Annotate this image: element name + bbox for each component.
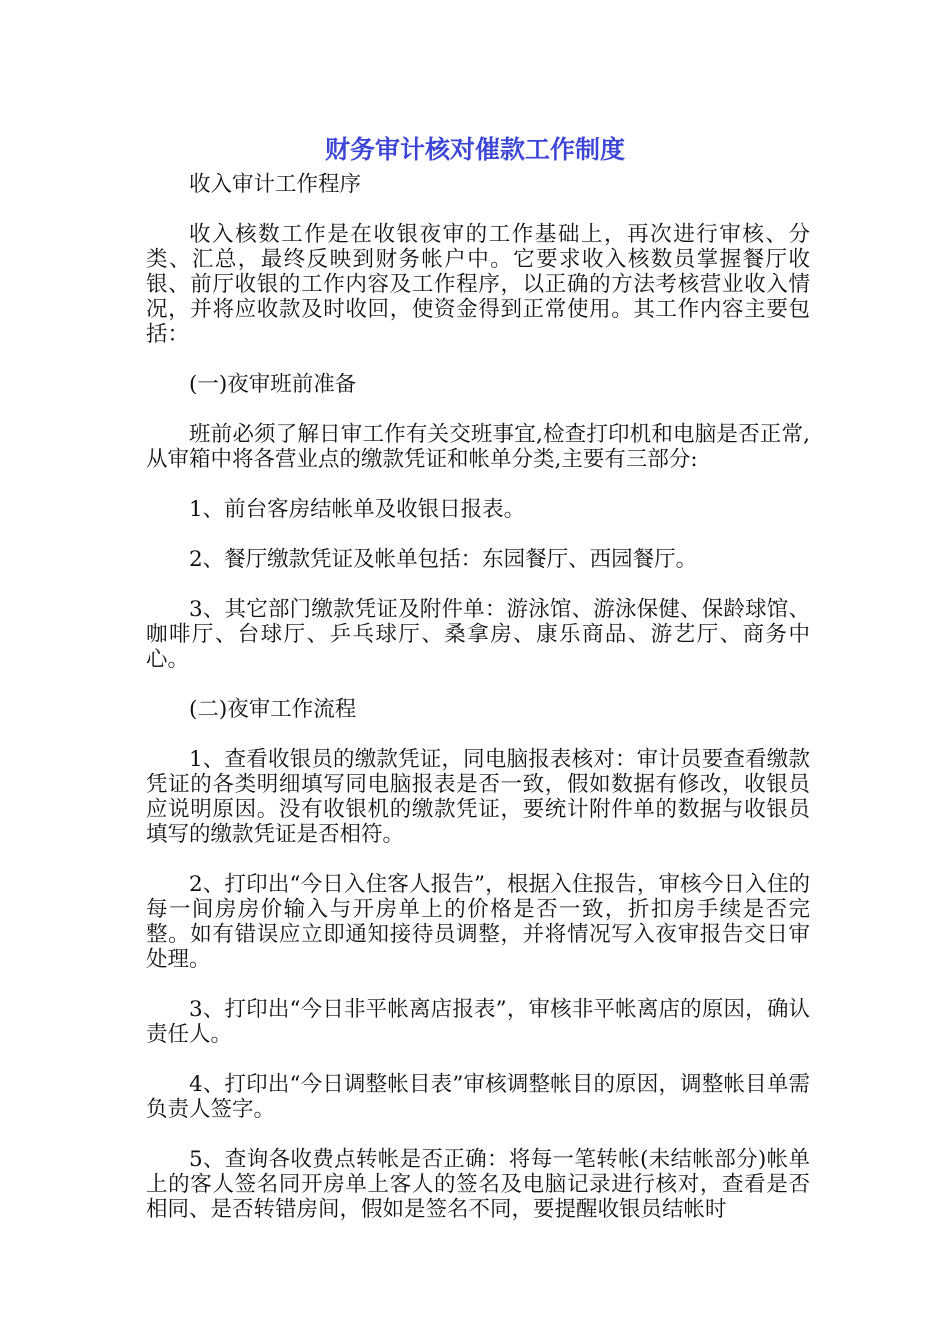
body-paragraph: 收入核数工作是在收银夜审的工作基础上，再次进行审核、分类、汇总，最终反映到财务帐户中。它要求收入核数员掌握餐厅收银、前厅收银的工作内容及工作程序，以正确的方法考核营业收入情况，并将应收款及时收回，使资金得到正常使用。其工作内容主要包括：	[146, 222, 810, 347]
list-item: 4、打印出“今日调整帐目表”审核调整帐目的原因，调整帐目单需负责人签字。	[146, 1072, 810, 1122]
list-item: 2、打印出“今日入住客人报告”，根据入住报告，审核今日入住的每一间房房价输入与开房单上的价格是否一致，折扣房手续是否完整。如有错误应立即通知接待员调整，并将情况写入夜审报告交日审处理。	[146, 872, 810, 972]
body-paragraph: 班前必须了解日审工作有关交班事宜,检查打印机和电脑是否正常,从审箱中将各营业点的缴款凭证和帐单分类,主要有三部分:	[146, 422, 810, 472]
document-body	[146, 172, 810, 1247]
list-item: 2、餐厅缴款凭证及帐单包括：东园餐厅、西园餐厅。	[189, 547, 698, 572]
list-item: 1、前台客房结帐单及收银日报表。	[189, 497, 526, 522]
document-title: 财务审计核对催款工作制度	[324, 135, 625, 164]
section-heading: 收入审计工作程序	[189, 172, 362, 197]
section-heading: (一)夜审班前准备	[189, 372, 357, 397]
list-item: 5、查询各收费点转帐是否正确：将每一笔转帐(未结帐部分)帐单上的客人签名同开房单上客人的签名及电脑记录进行核对，查看是否相同、是否转错房间，假如是签名不同，要提醒收银员结帐时	[146, 1147, 810, 1222]
list-item: 3、打印出“今日非平帐离店报表”，审核非平帐离店的原因，确认责任人。	[146, 997, 810, 1047]
section-heading: (二)夜审工作流程	[189, 697, 357, 722]
list-item: 1、查看收银员的缴款凭证，同电脑报表核对：审计员要查看缴款凭证的各类明细填写同电脑报表是否一致，假如数据有修改，收银员应说明原因。没有收银机的缴款凭证，要统计附件单的数据与收银员填写的缴款凭证是否相符。	[146, 747, 810, 847]
list-item: 3、其它部门缴款凭证及附件单：游泳馆、游泳保健、保龄球馆、咖啡厅、台球厅、乒乓球厅、桑拿房、康乐商品、游艺厅、商务中心。	[146, 597, 810, 672]
